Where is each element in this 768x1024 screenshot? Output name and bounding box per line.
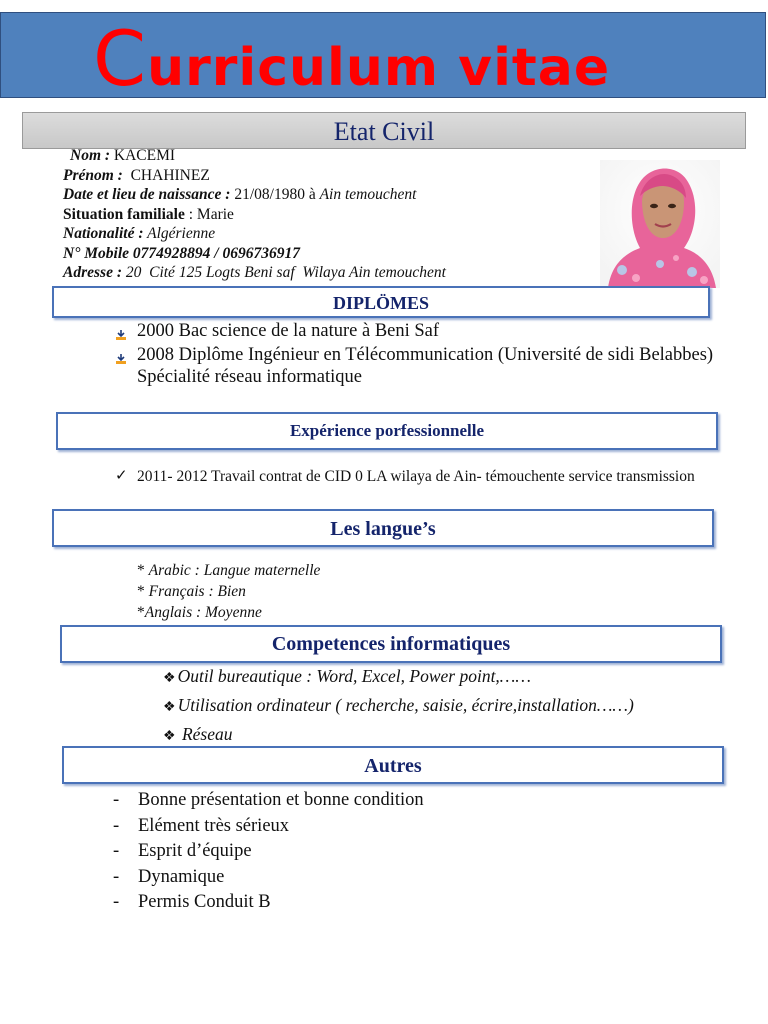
dash-bullet-icon: - bbox=[113, 815, 120, 836]
langues-heading: Les langue’s bbox=[52, 509, 714, 547]
prenom-value: CHAHINEZ bbox=[122, 166, 210, 184]
diplomes-heading: DIPLÖMES bbox=[52, 286, 710, 318]
autre-item-text: Permis Conduit B bbox=[138, 892, 271, 912]
prenom-row bbox=[63, 166, 446, 186]
competences-list bbox=[163, 663, 634, 750]
dash-bullet-icon: - bbox=[113, 892, 120, 912]
experience-list bbox=[115, 467, 737, 486]
naissance-value: 21/08/1980 à bbox=[230, 186, 320, 203]
langue-prefix: * bbox=[137, 583, 149, 600]
prenom-label: Prénom : bbox=[63, 166, 123, 184]
list-item bbox=[113, 814, 424, 840]
adresse-label: Adresse : bbox=[63, 264, 122, 281]
title-first-letter: C bbox=[93, 14, 148, 103]
autre-item-text: Elément très sérieux bbox=[138, 815, 290, 836]
nom-value: KACEMI bbox=[110, 147, 176, 164]
page-title bbox=[93, 14, 611, 106]
situation-value: : Marie bbox=[184, 205, 234, 223]
title-band bbox=[0, 12, 766, 103]
list-item bbox=[137, 581, 320, 602]
nom-row bbox=[63, 146, 446, 166]
experience-item-text: 2011- 2012 Travail contrat de CID 0 LA wilaya de Ain- témouchente service transmission bbox=[137, 468, 695, 485]
autre-item-text: Bonne présentation et bonne condition bbox=[138, 790, 424, 810]
list-item bbox=[163, 692, 634, 721]
langues-list bbox=[137, 560, 320, 623]
experience-heading: Expérience porfessionnelle bbox=[56, 412, 718, 450]
mobile-row bbox=[63, 244, 446, 264]
autres-list bbox=[113, 788, 424, 916]
langue-prefix: * bbox=[137, 604, 145, 621]
list-item bbox=[137, 602, 320, 623]
dash-bullet-icon: - bbox=[113, 841, 120, 861]
list-item bbox=[115, 344, 727, 388]
nationalite-row bbox=[63, 224, 446, 244]
arrow-bullet-icon bbox=[115, 349, 127, 371]
list-item bbox=[113, 839, 424, 865]
checkmark-icon: ✓ bbox=[115, 468, 128, 484]
competence-item-text: Utilisation ordinateur ( recherche, saisie, écrire,installation……) bbox=[177, 695, 634, 715]
autres-heading: Autres bbox=[62, 746, 724, 784]
autre-item-text: Esprit d’équipe bbox=[138, 841, 252, 861]
situation-label: Situation familiale bbox=[63, 205, 185, 223]
etat-civil-heading: Etat Civil bbox=[22, 112, 746, 149]
dash-bullet-icon: - bbox=[113, 866, 120, 887]
langue-prefix: * bbox=[137, 562, 149, 579]
diamond-bullet-icon: ❖ bbox=[163, 700, 176, 715]
adresse-value: 20 Cité 125 Logts Beni saf Wilaya Ain temouchent bbox=[121, 264, 446, 281]
dash-bullet-icon: - bbox=[113, 790, 120, 810]
diplome-item-text: 2008 Diplôme Ingénieur en Télécommunication (Université de sidi Belabbes) Spécialité réseau informatique bbox=[137, 345, 714, 387]
profile-photo bbox=[600, 160, 720, 288]
langue-text: Arabic : Langue maternelle bbox=[148, 562, 321, 579]
list-item bbox=[113, 865, 424, 891]
naissance-row bbox=[63, 185, 446, 205]
list-item bbox=[115, 320, 727, 342]
naissance-label: Date et lieu de naissance : bbox=[63, 186, 231, 203]
etat-civil-details bbox=[63, 146, 446, 283]
mobile-label: N° Mobile bbox=[63, 244, 130, 262]
title-rest: urriculum vitae bbox=[147, 38, 611, 98]
list-item bbox=[113, 788, 424, 814]
autre-item-text: Dynamique bbox=[138, 866, 225, 887]
nationalite-value: Algérienne bbox=[143, 225, 216, 242]
diplomes-list bbox=[115, 320, 727, 390]
diamond-bullet-icon: ❖ bbox=[163, 729, 176, 744]
competence-item-text: Outil bureautique : Word, Excel, Power point,…… bbox=[177, 666, 531, 686]
adresse-row bbox=[63, 263, 446, 283]
list-item bbox=[115, 467, 737, 486]
diamond-bullet-icon: ❖ bbox=[163, 671, 176, 686]
competence-item-text: Réseau bbox=[177, 724, 233, 744]
mobile-value: 0774928894 / 0696736917 bbox=[129, 244, 300, 262]
nom-label: Nom : bbox=[70, 147, 111, 164]
competences-heading: Competences informatiques bbox=[60, 625, 722, 663]
list-item bbox=[137, 560, 320, 581]
naissance-place: Ain temouchent bbox=[319, 186, 417, 203]
list-item bbox=[113, 890, 424, 916]
list-item bbox=[163, 663, 634, 692]
langue-text: Anglais : Moyenne bbox=[144, 604, 262, 621]
langue-text: Français : Bien bbox=[148, 583, 246, 600]
situation-row bbox=[63, 205, 446, 225]
diplome-item-text: 2000 Bac science de la nature à Beni Saf bbox=[137, 321, 440, 341]
nationalite-label: Nationalité : bbox=[63, 225, 144, 242]
